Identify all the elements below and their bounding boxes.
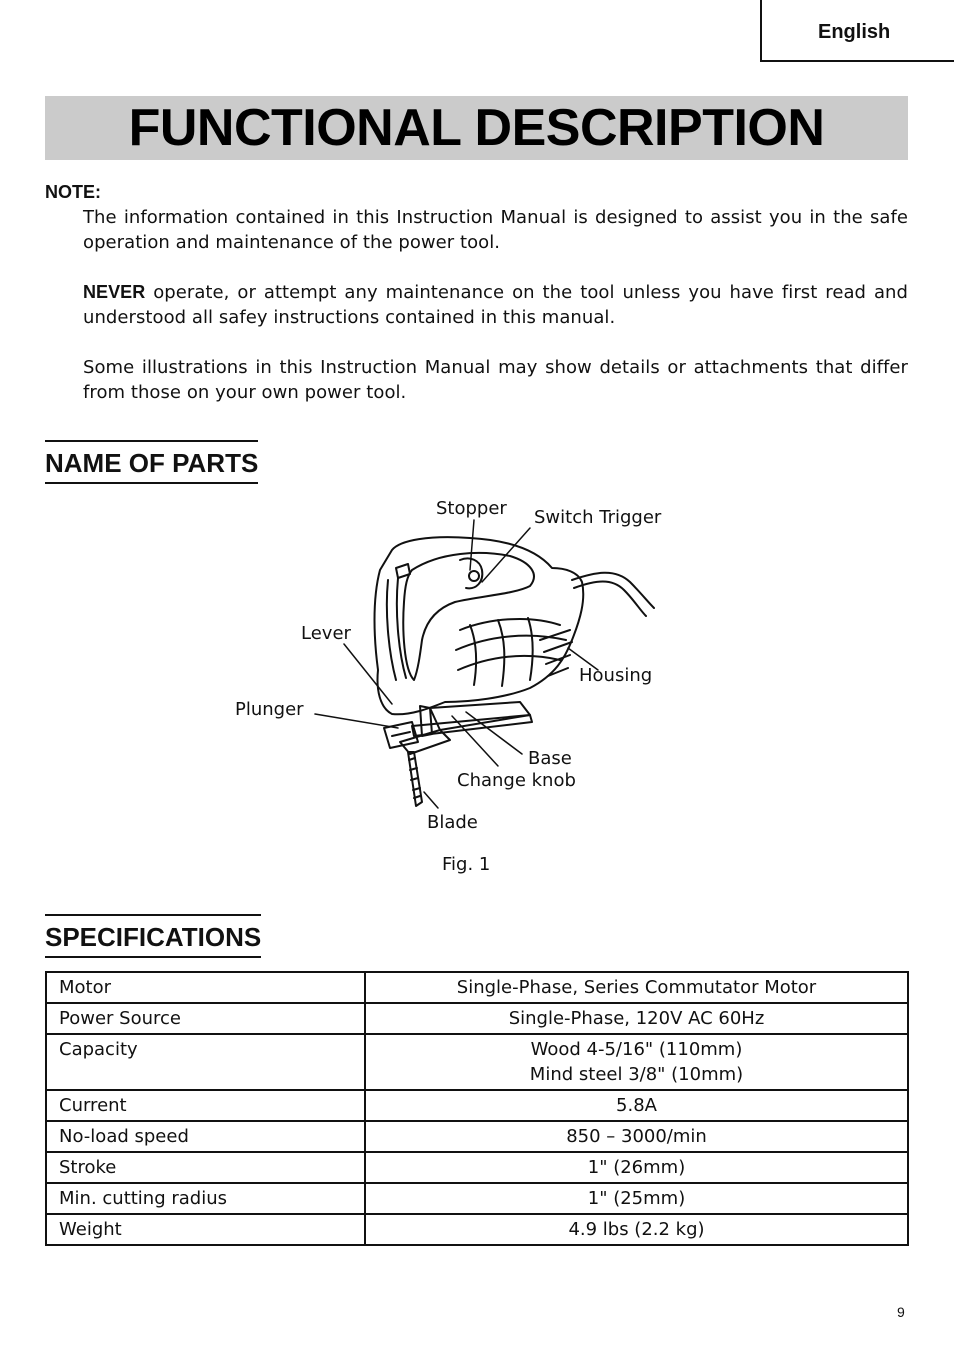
spec-key: Current xyxy=(46,1090,365,1121)
spec-key: No-load speed xyxy=(46,1121,365,1152)
specifications-table xyxy=(45,971,909,1246)
language-label: English xyxy=(818,21,891,43)
spec-value xyxy=(365,1034,908,1090)
spec-value-line: Mind steel 3/8" (10mm) xyxy=(529,1064,744,1085)
table-row xyxy=(46,1003,908,1034)
callout-housing: Housing xyxy=(579,665,653,686)
table-row xyxy=(46,1214,908,1245)
language-tab xyxy=(760,0,954,62)
table-row xyxy=(46,972,908,1003)
spec-value: 850 – 3000/min xyxy=(365,1121,908,1152)
figure-caption: Fig. 1 xyxy=(442,854,491,875)
name-of-parts-heading: NAME OF PARTS xyxy=(45,440,258,484)
spec-key: Weight xyxy=(46,1214,365,1245)
spec-value: 1" (25mm) xyxy=(365,1183,908,1214)
note-paragraph-1: The information contained in this Instruction Manual is designed to assist you in the safe operation and maintenance of the power tool. xyxy=(83,207,908,253)
spec-value: 1" (26mm) xyxy=(365,1152,908,1183)
page-number: 9 xyxy=(897,1304,905,1320)
spec-value: 5.8A xyxy=(365,1090,908,1121)
spec-key: Stroke xyxy=(46,1152,365,1183)
spec-value: Single-Phase, 120V AC 60Hz xyxy=(365,1003,908,1034)
note-label: NOTE: xyxy=(45,182,102,202)
note-paragraph-3: Some illustrations in this Instruction Manual may show details or attachments that differ from those on your own power tool. xyxy=(83,357,908,403)
spec-key: Motor xyxy=(46,972,365,1003)
callout-change-knob: Change knob xyxy=(457,770,576,791)
callout-base: Base xyxy=(528,748,572,769)
spec-value-line: Wood 4-5/16" (110mm) xyxy=(530,1039,743,1060)
spec-key: Power Source xyxy=(46,1003,365,1034)
spec-key: Capacity xyxy=(46,1034,365,1090)
callout-switch-trigger: Switch Trigger xyxy=(534,507,662,528)
jigsaw-figure xyxy=(0,490,954,890)
table-row xyxy=(46,1034,908,1090)
never-emphasis: NEVER xyxy=(83,282,146,302)
spec-key: Min. cutting radius xyxy=(46,1183,365,1214)
table-row xyxy=(46,1090,908,1121)
table-row xyxy=(46,1152,908,1183)
spec-value: Single-Phase, Series Commutator Motor xyxy=(365,972,908,1003)
callout-lever: Lever xyxy=(301,623,351,644)
callout-blade: Blade xyxy=(427,812,478,833)
title-banner xyxy=(45,96,908,160)
table-row xyxy=(46,1183,908,1214)
specifications-heading: SPECIFICATIONS xyxy=(45,914,261,958)
spec-value: 4.9 lbs (2.2 kg) xyxy=(365,1214,908,1245)
page-title: FUNCTIONAL DESCRIPTION xyxy=(128,99,825,157)
callout-stopper: Stopper xyxy=(436,498,507,519)
note-paragraph-2: NEVER operate, or attempt any maintenance on the tool unless you have first read and understood all safey instructions contained in this manual. xyxy=(83,282,908,328)
table-row xyxy=(46,1121,908,1152)
callout-plunger: Plunger xyxy=(235,699,304,720)
